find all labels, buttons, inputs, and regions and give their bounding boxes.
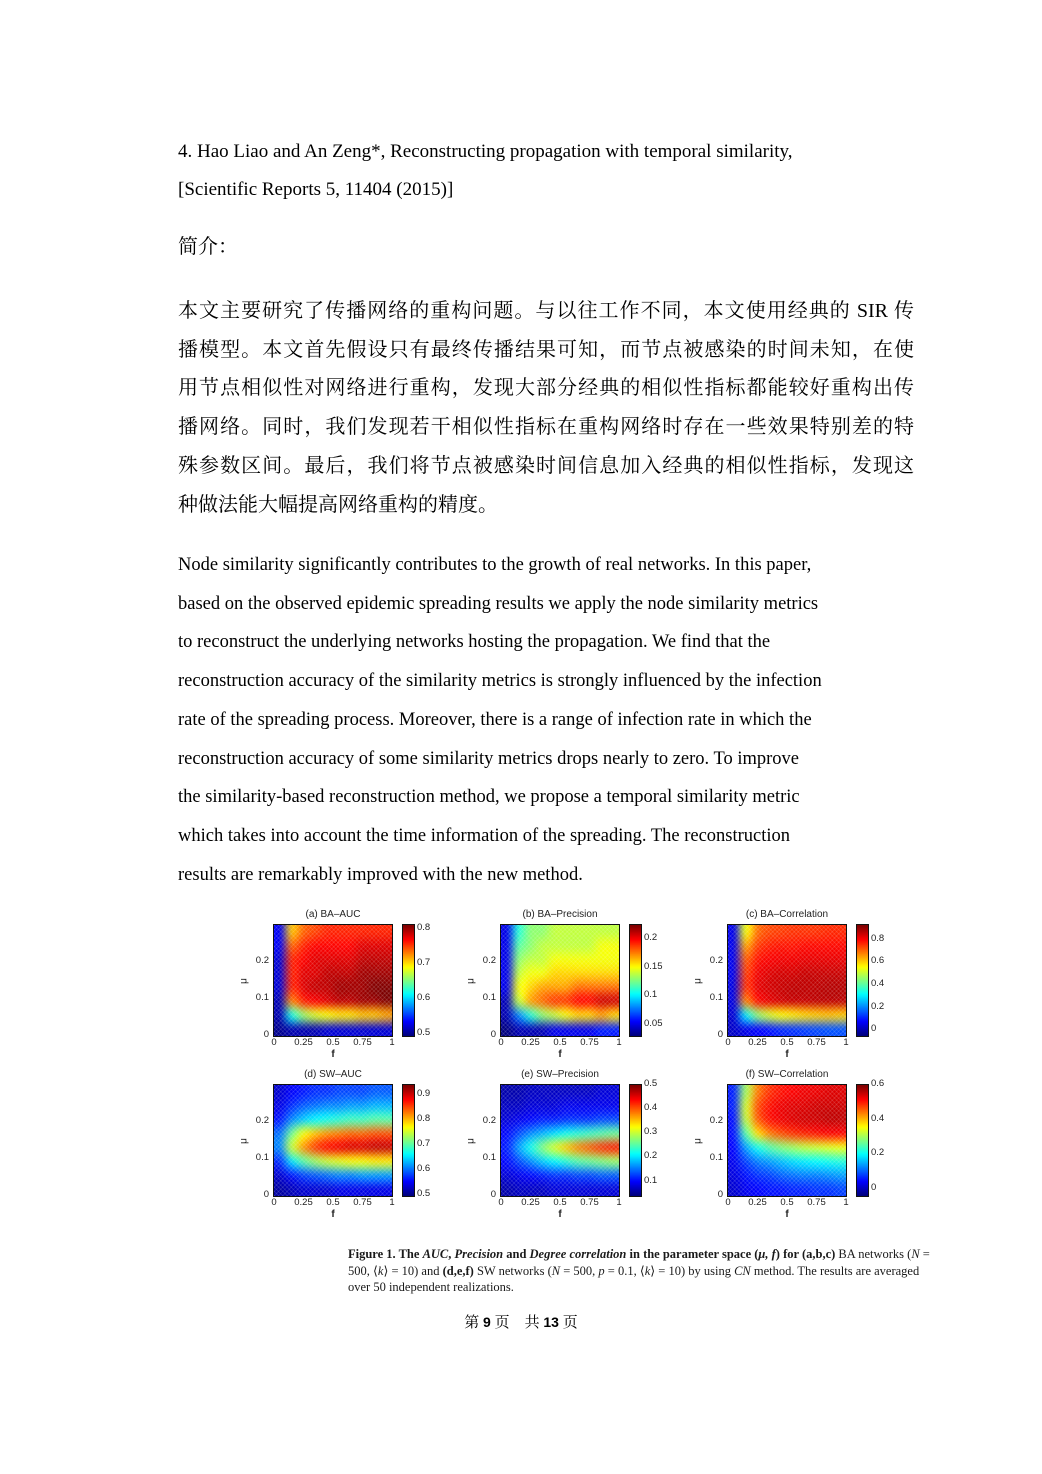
subplot-title: (a) BA–AUC bbox=[305, 909, 361, 920]
y-axis-ticks bbox=[465, 1084, 498, 1200]
x-tick-label: 0 bbox=[725, 1037, 731, 1048]
english-abstract-line: reconstruction accuracy of some similarity metrics drops nearly to zero. To improve bbox=[178, 748, 799, 769]
caption-segment: k bbox=[377, 1263, 384, 1278]
y-tick-label: 0.2 bbox=[255, 1115, 269, 1126]
y-tick-label: 0 bbox=[717, 1029, 723, 1040]
y-axis-label: μ bbox=[238, 1137, 250, 1144]
english-abstract-line: based on the observed epidemic spreading results we apply the node similarity metrics bbox=[178, 593, 819, 614]
colorbar-tick-label: 0.8 bbox=[417, 1112, 431, 1124]
caption-segment: Figure 1. bbox=[348, 1247, 396, 1261]
english-abstract-line: reconstruction accuracy of the similarity metrics is strongly influenced by the infection bbox=[178, 671, 822, 692]
chinese-abstract bbox=[178, 292, 914, 524]
caption-segment: N bbox=[551, 1263, 561, 1278]
caption-segment: (d,e,f) bbox=[442, 1263, 474, 1278]
caption-segment: , bbox=[448, 1247, 455, 1261]
colorbar-tick-label: 0 bbox=[871, 1023, 877, 1035]
colorbar-tick-label: 0.1 bbox=[644, 1174, 658, 1186]
chinese-abstract-line: 播模型。本文首先假设只有最终传播结果可知，而节点被感染的时间未知，在使 bbox=[178, 338, 914, 361]
page-footer bbox=[0, 1312, 1042, 1333]
footer-segment: 9 bbox=[483, 1314, 491, 1330]
x-tick-label: 1 bbox=[389, 1037, 395, 1048]
x-tick-label: 0 bbox=[271, 1037, 277, 1048]
figure-1 bbox=[238, 908, 905, 1238]
subplot-title: (f) SW–Correlation bbox=[745, 1069, 829, 1080]
subplot-a bbox=[238, 908, 444, 1061]
x-tick-label: 0.75 bbox=[580, 1197, 599, 1208]
chinese-abstract-line: 殊参数区间。最后，我们将节点被感染时间信息加入经典的相似性指标，发现这 bbox=[178, 454, 914, 477]
x-axis-ticks bbox=[727, 1197, 847, 1209]
colorbar bbox=[402, 1084, 415, 1197]
intro-label: 简介： bbox=[178, 236, 238, 258]
footer-segment: 页 bbox=[558, 1315, 578, 1331]
english-abstract-line: Node similarity significantly contributes to the growth of real networks. In this paper, bbox=[178, 555, 812, 575]
x-axis-label: f bbox=[331, 1209, 335, 1220]
y-tick-label: 0.1 bbox=[255, 1152, 269, 1163]
colorbar-tick-label: 0.4 bbox=[871, 1112, 885, 1124]
colorbar bbox=[402, 924, 415, 1037]
caption-segment: N bbox=[911, 1247, 920, 1261]
y-axis-label: μ bbox=[238, 977, 250, 984]
x-tick-label: 1 bbox=[616, 1037, 622, 1048]
caption-segment: μ, f bbox=[758, 1247, 776, 1261]
caption-segment: Degree correlation bbox=[529, 1247, 627, 1261]
caption-segment: method. The results are averaged over 50 independent realizations. bbox=[348, 1263, 920, 1294]
colorbar-tick-label: 0.9 bbox=[417, 1087, 431, 1099]
x-tick-label: 0.75 bbox=[353, 1037, 372, 1048]
y-tick-label: 0 bbox=[263, 1029, 269, 1040]
x-axis-label: f bbox=[331, 1049, 335, 1060]
y-tick-label: 0.2 bbox=[255, 955, 269, 966]
y-tick-label: 0 bbox=[717, 1189, 723, 1200]
x-axis-ticks bbox=[727, 1037, 847, 1049]
x-axis-ticks bbox=[500, 1037, 620, 1049]
heatmap-canvas bbox=[274, 1085, 392, 1196]
x-axis-label: f bbox=[785, 1049, 789, 1060]
heatmap-plot bbox=[727, 1084, 847, 1197]
colorbar-tick-label: 0.2 bbox=[871, 1000, 885, 1012]
y-axis-label: μ bbox=[465, 977, 477, 984]
colorbar-tick-label: 0.5 bbox=[417, 1027, 431, 1039]
colorbar-tick-label: 0.1 bbox=[644, 989, 658, 1001]
colorbar bbox=[629, 924, 642, 1037]
subplot-body bbox=[238, 1084, 444, 1200]
y-axis-ticks bbox=[465, 924, 498, 1040]
x-tick-label: 0.25 bbox=[521, 1197, 540, 1208]
colorbar-ticks bbox=[644, 1078, 671, 1197]
x-tick-label: 0.5 bbox=[780, 1037, 794, 1048]
x-tick-label: 1 bbox=[843, 1197, 849, 1208]
english-abstract bbox=[178, 546, 914, 894]
colorbar-tick-label: 0.05 bbox=[644, 1017, 663, 1029]
y-axis-ticks bbox=[238, 1084, 271, 1200]
caption-segment: BA networks ( bbox=[835, 1247, 912, 1261]
chinese-abstract-line: 种做法能大幅提高网络重构的精度。 bbox=[178, 493, 498, 516]
reference-title-line2: [Scientific Reports 5, 11404 (2015)] bbox=[178, 179, 454, 200]
x-tick-label: 0.25 bbox=[294, 1197, 313, 1208]
figure-caption bbox=[348, 1246, 944, 1296]
caption-segment: k bbox=[644, 1263, 651, 1278]
colorbar-canvas bbox=[857, 925, 868, 1036]
subplot-b bbox=[465, 908, 671, 1061]
colorbar bbox=[629, 1084, 642, 1197]
subplot-c bbox=[692, 908, 898, 1061]
x-tick-label: 0 bbox=[498, 1197, 504, 1208]
figure-subplot-grid bbox=[238, 908, 905, 1221]
chinese-abstract-line: 用节点相似性对网络进行重构，发现大部分经典的相似性指标都能较好重构出传 bbox=[178, 377, 914, 400]
y-tick-label: 0.1 bbox=[709, 992, 723, 1003]
subplot-title: (c) BA–Correlation bbox=[745, 909, 829, 920]
x-tick-label: 0.5 bbox=[326, 1197, 340, 1208]
caption-segment: ⟩ = 10) and bbox=[383, 1263, 443, 1278]
colorbar-tick-label: 0.5 bbox=[644, 1078, 658, 1089]
x-axis-ticks bbox=[500, 1197, 620, 1209]
heatmap-canvas bbox=[501, 1085, 619, 1196]
subplot-body bbox=[465, 924, 671, 1040]
caption-segment: SW networks ( bbox=[473, 1263, 552, 1278]
colorbar-tick-label: 0.7 bbox=[417, 956, 431, 968]
y-tick-label: 0 bbox=[263, 1189, 269, 1200]
colorbar-tick-label: 0.4 bbox=[644, 1102, 658, 1114]
caption-segment: p bbox=[598, 1263, 605, 1278]
chinese-abstract-line: 本文主要研究了传播网络的重构问题。与以往工作不同，本文使用经典的 SIR 传 bbox=[178, 300, 914, 322]
english-abstract-line: the similarity-based reconstruction method, we propose a temporal similarity metric bbox=[178, 787, 800, 808]
footer-segment: 共 bbox=[509, 1315, 544, 1331]
reference-title-line1: 4. Hao Liao and An Zeng*, Reconstructing propagation with temporal similarity, bbox=[178, 141, 793, 162]
colorbar-ticks bbox=[871, 1078, 898, 1197]
subplot-body bbox=[692, 924, 898, 1040]
x-tick-label: 0.25 bbox=[748, 1037, 767, 1048]
subplot-title: (d) SW–AUC bbox=[304, 1069, 362, 1080]
colorbar-tick-label: 0.6 bbox=[417, 1162, 431, 1174]
heatmap-plot bbox=[500, 924, 620, 1037]
x-tick-label: 1 bbox=[843, 1037, 849, 1048]
colorbar-canvas bbox=[403, 1085, 414, 1196]
x-tick-label: 0.5 bbox=[326, 1037, 340, 1048]
caption-segment: = 500, bbox=[560, 1263, 599, 1278]
colorbar-tick-label: 0.4 bbox=[871, 978, 885, 990]
caption-segment: = 500, ⟨ bbox=[348, 1247, 930, 1278]
footer-segment: 第 bbox=[464, 1315, 484, 1331]
x-tick-label: 0 bbox=[498, 1037, 504, 1048]
subplot-title: (e) SW–Precision bbox=[521, 1069, 599, 1080]
y-tick-label: 0.1 bbox=[255, 992, 269, 1003]
colorbar-ticks bbox=[417, 1084, 444, 1197]
english-abstract-line: which takes into account the time information of the spreading. The reconstruction bbox=[178, 825, 791, 846]
colorbar-tick-label: 0.15 bbox=[644, 960, 663, 972]
caption-segment: ) for bbox=[775, 1247, 802, 1261]
colorbar-canvas bbox=[857, 1085, 868, 1196]
footer-segment: 13 bbox=[543, 1314, 559, 1330]
colorbar-ticks bbox=[871, 924, 898, 1037]
x-tick-label: 0.5 bbox=[780, 1197, 794, 1208]
x-tick-label: 0.75 bbox=[807, 1037, 826, 1048]
y-axis-ticks bbox=[692, 1084, 725, 1200]
subplot-e bbox=[465, 1068, 671, 1221]
y-axis-ticks bbox=[692, 924, 725, 1040]
heatmap-plot bbox=[727, 924, 847, 1037]
x-axis-label: f bbox=[558, 1049, 562, 1060]
colorbar-ticks bbox=[644, 924, 671, 1037]
y-tick-label: 0 bbox=[490, 1189, 496, 1200]
caption-segment: ⟩ = 10) by using bbox=[650, 1263, 735, 1278]
x-tick-label: 0 bbox=[271, 1197, 277, 1208]
caption-segment: Precision bbox=[454, 1247, 504, 1261]
chinese-abstract-line: 播网络。同时，我们发现若干相似性指标在重构网络时存在一些效果特别差的特 bbox=[178, 416, 914, 439]
x-tick-label: 0.25 bbox=[294, 1037, 313, 1048]
colorbar-canvas bbox=[403, 925, 414, 1036]
x-tick-label: 0.25 bbox=[748, 1197, 767, 1208]
y-tick-label: 0.1 bbox=[709, 1152, 723, 1163]
x-tick-label: 0.5 bbox=[553, 1197, 567, 1208]
y-tick-label: 0.2 bbox=[709, 955, 723, 966]
caption-segment: in the parameter space ( bbox=[626, 1247, 759, 1261]
subplot-body bbox=[692, 1078, 898, 1200]
y-axis-label: μ bbox=[692, 977, 704, 984]
x-tick-label: 0.25 bbox=[521, 1037, 540, 1048]
colorbar-canvas bbox=[630, 925, 641, 1036]
x-tick-label: 0.75 bbox=[807, 1197, 826, 1208]
caption-segment: AUC bbox=[422, 1247, 449, 1261]
colorbar-tick-label: 0.6 bbox=[417, 992, 431, 1003]
caption-segment: = 0.1, ⟨ bbox=[604, 1263, 645, 1278]
y-tick-label: 0.2 bbox=[709, 1115, 723, 1126]
colorbar-tick-label: 0.5 bbox=[417, 1187, 431, 1199]
heatmap-canvas bbox=[274, 925, 392, 1036]
subplot-f bbox=[692, 1068, 898, 1221]
x-axis-ticks bbox=[273, 1037, 393, 1049]
caption-segment: CN bbox=[734, 1263, 751, 1278]
caption-segment: (a,b,c) bbox=[801, 1247, 836, 1261]
x-tick-label: 0.75 bbox=[580, 1037, 599, 1048]
y-tick-label: 0 bbox=[490, 1029, 496, 1040]
heatmap-canvas bbox=[501, 925, 619, 1036]
x-axis-label: f bbox=[785, 1209, 789, 1220]
x-tick-label: 0 bbox=[725, 1197, 731, 1208]
footer-segment: 页 bbox=[490, 1315, 510, 1331]
colorbar-tick-label: 0 bbox=[871, 1182, 877, 1194]
heatmap-plot bbox=[273, 1084, 393, 1197]
colorbar-tick-label: 0.2 bbox=[644, 932, 658, 944]
colorbar-tick-label: 0.3 bbox=[644, 1126, 658, 1138]
heatmap-plot bbox=[500, 1084, 620, 1197]
heatmap-plot bbox=[273, 924, 393, 1037]
y-tick-label: 0.1 bbox=[482, 1152, 496, 1163]
colorbar-tick-label: 0.2 bbox=[644, 1150, 658, 1162]
colorbar-tick-label: 0.6 bbox=[871, 955, 885, 967]
y-tick-label: 0.2 bbox=[482, 955, 496, 966]
colorbar-ticks bbox=[417, 921, 444, 1039]
colorbar-tick-label: 0.8 bbox=[871, 932, 885, 944]
y-axis-label: μ bbox=[465, 1137, 477, 1144]
subplot-d bbox=[238, 1068, 444, 1221]
colorbar bbox=[856, 924, 869, 1037]
colorbar-tick-label: 0.2 bbox=[871, 1147, 885, 1159]
colorbar-tick-label: 0.8 bbox=[417, 921, 431, 933]
x-axis-label: f bbox=[558, 1209, 562, 1220]
heatmap-canvas bbox=[728, 925, 846, 1036]
y-axis-label: μ bbox=[692, 1137, 704, 1144]
x-tick-label: 1 bbox=[616, 1197, 622, 1208]
colorbar-tick-label: 0.7 bbox=[417, 1137, 431, 1149]
subplot-body bbox=[238, 921, 444, 1040]
x-tick-label: 0.5 bbox=[553, 1037, 567, 1048]
subplot-body bbox=[465, 1078, 671, 1200]
english-abstract-line: results are remarkably improved with the new method. bbox=[178, 864, 583, 885]
english-abstract-line: rate of the spreading process. Moreover, there is a range of infection rate in which the bbox=[178, 709, 812, 730]
y-axis-ticks bbox=[238, 924, 271, 1040]
colorbar-tick-label: 0.6 bbox=[871, 1078, 885, 1089]
english-abstract-line: to reconstruct the underlying networks hosting the propagation. We find that the bbox=[178, 632, 771, 653]
x-axis-ticks bbox=[273, 1197, 393, 1209]
caption-segment: The bbox=[395, 1247, 423, 1261]
y-tick-label: 0.1 bbox=[482, 992, 496, 1003]
caption-segment: and bbox=[503, 1247, 530, 1261]
subplot-title: (b) BA–Precision bbox=[522, 909, 598, 920]
y-tick-label: 0.2 bbox=[482, 1115, 496, 1126]
x-tick-label: 1 bbox=[389, 1197, 395, 1208]
colorbar-canvas bbox=[630, 1085, 641, 1196]
colorbar bbox=[856, 1084, 869, 1197]
x-tick-label: 0.75 bbox=[353, 1197, 372, 1208]
heatmap-canvas bbox=[728, 1085, 846, 1196]
